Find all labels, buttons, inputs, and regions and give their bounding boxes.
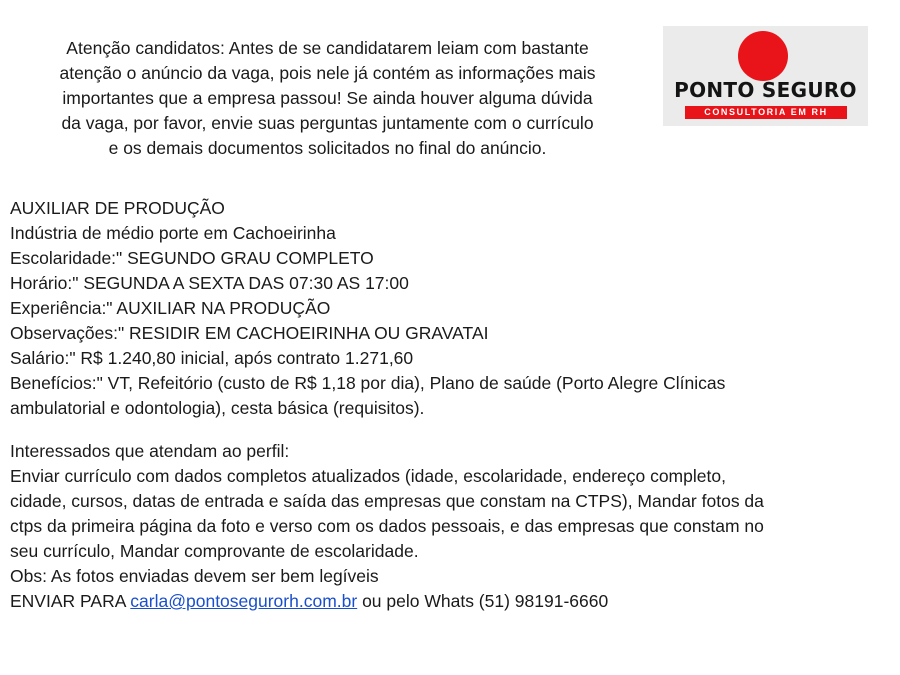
job-notes: Observações:" RESIDIR EM CACHOEIRINHA OU GRAVATAI bbox=[10, 323, 489, 343]
job-benefits: Benefícios:" VT, Refeitório (custo de R$ 1,18 por dia), Plano de saúde (Porto Alegre Clínicas bbox=[10, 373, 726, 393]
intro-line: importantes que a empresa passou! Se ainda houver alguma dúvida bbox=[62, 88, 593, 108]
intro-line: atenção o anúncio da vaga, pois nele já contém as informações mais bbox=[59, 63, 596, 83]
intro-line: da vaga, por favor, envie suas perguntas juntamente com o currículo bbox=[61, 113, 594, 133]
email-link[interactable]: carla@pontosegurorh.com.br bbox=[130, 591, 358, 611]
company-logo bbox=[663, 26, 868, 126]
job-salary: Salário:" R$ 1.240,80 inicial, após contrato 1.271,60 bbox=[10, 348, 414, 368]
apply-instructions: Enviar currículo com dados completos atualizados (idade, escolaridade, endereço completo, bbox=[10, 466, 726, 486]
intro-line: Atenção candidatos: Antes de se candidatarem leiam com bastante bbox=[66, 38, 589, 58]
apply-obs: Obs: As fotos enviadas devem ser bem legíveis bbox=[10, 566, 379, 586]
intro-line: e os demais documentos solicitados no final do anúncio. bbox=[108, 138, 547, 158]
apply-heading: Interessados que atendam ao perfil: bbox=[10, 441, 290, 461]
logo-subtitle: CONSULTORIA EM RH bbox=[685, 106, 847, 119]
job-posting bbox=[10, 196, 890, 614]
apply-instructions: ctps da primeira página da foto e verso com os dados pessoais, e das empresas que constam no bbox=[10, 516, 764, 536]
apply-instructions: seu currículo, Mandar comprovante de escolaridade. bbox=[10, 541, 419, 561]
section-gap bbox=[10, 421, 890, 439]
logo-title: PONTO SEGURO bbox=[674, 78, 857, 102]
apply-contact bbox=[10, 589, 890, 614]
job-schedule: Horário:" SEGUNDA A SEXTA DAS 07:30 AS 17:00 bbox=[10, 273, 409, 293]
apply-instructions: cidade, cursos, datas de entrada e saída das empresas que constam na CTPS), Mandar fotos da bbox=[10, 491, 764, 511]
job-company: Indústria de médio porte em Cachoeirinha bbox=[10, 223, 336, 243]
send-suffix: ou pelo Whats (51) 98191-6660 bbox=[362, 591, 609, 611]
intro-notice bbox=[10, 36, 645, 161]
send-prefix: ENVIAR PARA bbox=[10, 591, 126, 611]
job-education: Escolaridade:" SEGUNDO GRAU COMPLETO bbox=[10, 248, 374, 268]
job-benefits-cont: ambulatorial e odontologia), cesta básica (requisitos). bbox=[10, 398, 425, 418]
job-title: AUXILIAR DE PRODUÇÃO bbox=[10, 198, 225, 218]
job-experience: Experiência:" AUXILIAR NA PRODUÇÃO bbox=[10, 298, 331, 318]
logo-circle-icon bbox=[738, 31, 788, 81]
